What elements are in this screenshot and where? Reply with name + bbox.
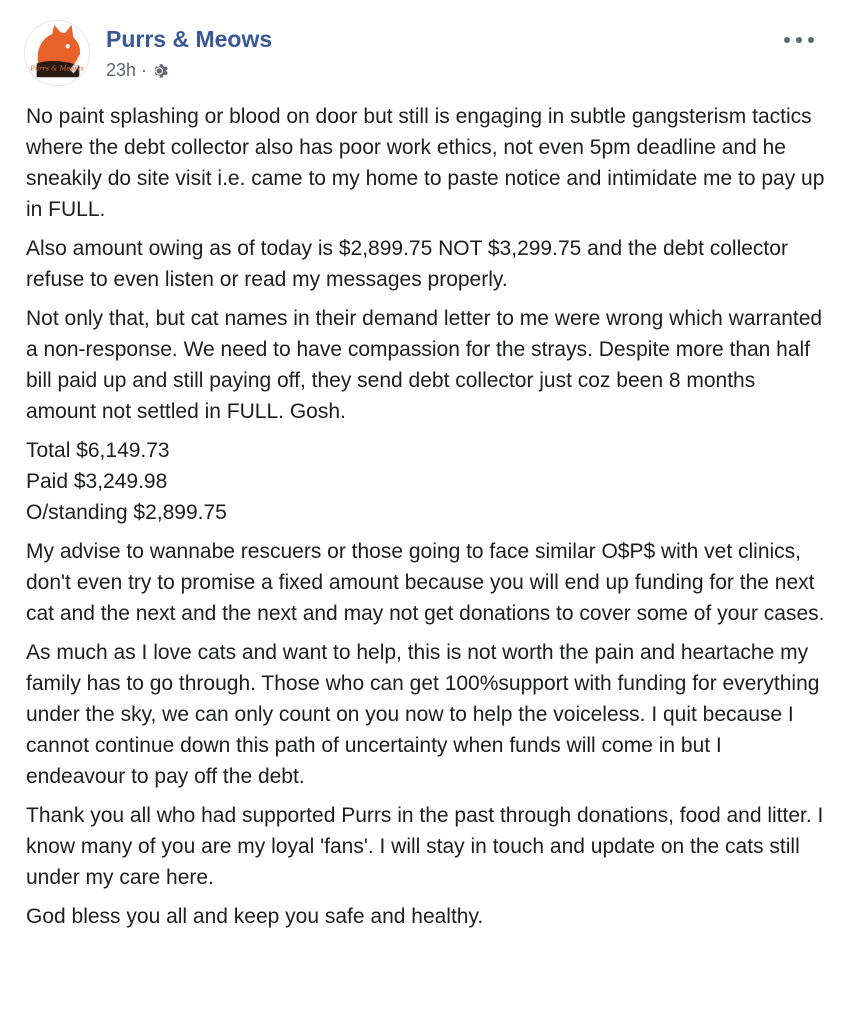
total-line: Total $6,149.73 xyxy=(26,439,170,462)
page-avatar[interactable] xyxy=(24,20,90,86)
outstanding-line: O/standing $2,899.75 xyxy=(26,501,227,524)
post-paragraph: No paint splashing or blood on door but still is engaging in subtle gangsterism tactics where the debt collector also has poor work ethics, not even 5pm deadline and he sneakily do site visit i.e. came to my home to paste notice and intimidate me to pay up in FULL. xyxy=(26,105,825,221)
post-body xyxy=(26,101,826,940)
post-timestamp[interactable]: 23h xyxy=(106,60,137,80)
post-paragraph: Thank you all who had supported Purrs in the past through donations, food and litter. I know many of you are my loyal 'fans'. I will stay in touch and update on the cats still under my care here. xyxy=(26,804,824,889)
cat-logo-icon xyxy=(25,21,89,85)
avatar-logo-text: Purrs & Meows xyxy=(30,64,84,73)
post-paragraph: As much as I love cats and want to help, this is not worth the pain and heartache my family has to go through. Those who can get 100%support with funding for everything under the sky, we can only count on you now to help the voiceless. I quit because I cannot continue down this path of uncertainty when funds will come in but I endeavour to pay off the debt. xyxy=(26,641,820,788)
post-paragraph: Not only that, but cat names in their demand letter to me were wrong which warranted a non-response. We need to have compassion for the strays. Despite more than half bill paid up and still paying off, they send debt collector just coz been 8 months amount not settled in FULL. Gosh. xyxy=(26,307,823,423)
more-dots-icon xyxy=(784,37,790,43)
meta-separator: · xyxy=(141,60,148,80)
more-options-button[interactable] xyxy=(784,34,814,46)
post-paragraph: Also amount owing as of today is $2,899.75 NOT $3,299.75 and the debt collector refuse to even listen or read my messages properly. xyxy=(26,237,788,291)
post-paragraph: My advise to wannabe rescuers or those going to face similar O$P$ with vet clinics, don't even try to promise a fixed amount because you will end up funding for the next cat and the next and the next and may not get donations to cover some of your cases. xyxy=(26,540,825,625)
page-name-link[interactable]: Purrs & Meows xyxy=(106,26,273,52)
post-paragraph: God bless you all and keep you safe and healthy. xyxy=(26,905,484,928)
paid-line: Paid $3,249.98 xyxy=(26,470,168,493)
gear-icon[interactable] xyxy=(152,62,170,80)
post-header xyxy=(24,20,824,90)
post-meta xyxy=(106,60,170,81)
totals-block xyxy=(26,435,826,528)
